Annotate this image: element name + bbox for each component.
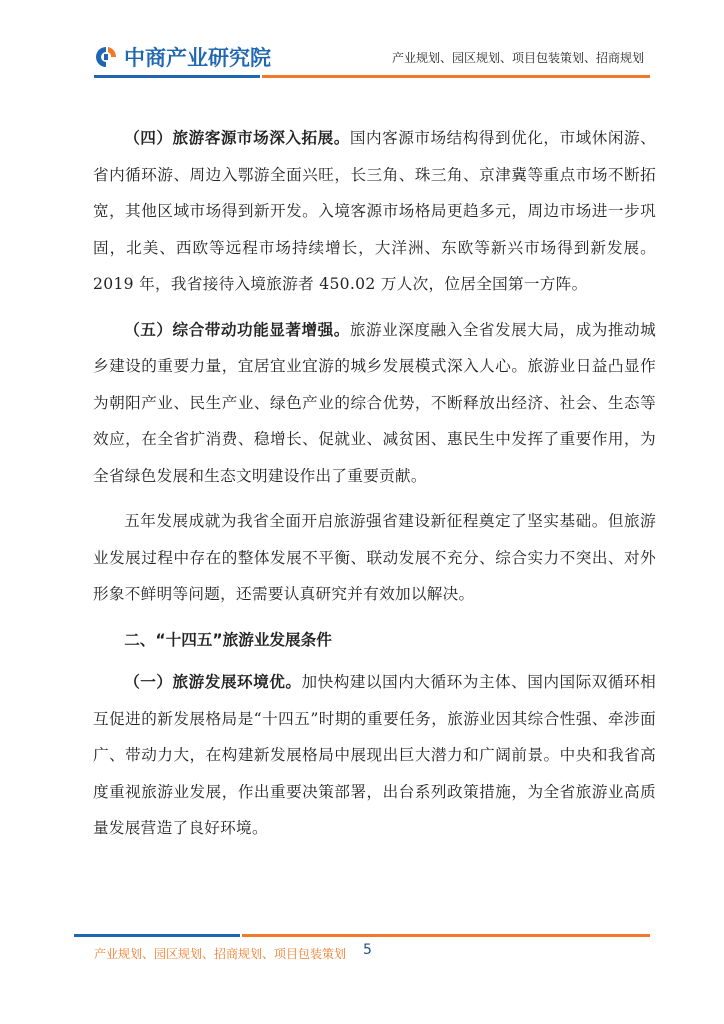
footer-tagline: 产业规划、园区规划、招商规划、项目包装策划: [94, 947, 347, 961]
header-tagline: 产业规划、园区规划、项目包装策划、招商规划: [391, 51, 644, 65]
paragraph-text: 五年发展成就为我省全面开启旅游强省建设新征程奠定了坚实基础。但旅游业发展过程中存在的整体发展不平衡、联动发展不充分、综合实力不突出、对外形象不鲜明等问题，还需要认真研究并有效加以解决。: [93, 512, 656, 603]
logo-icon: [94, 45, 118, 69]
paragraph-text: 旅游业深度融入全省发展大局，成为推动城乡建设的重要力量，宜居宜业宜游的城乡发展模式深入人心。旅游业日益凸显作为朝阳产业、民生产业、绿色产业的综合优势，不断释放出经济、社会、生态等效应，在全省扩消费、稳增长、促就业、减贫困、惠民生中发挥了重要作用，为全省绿色发展和生态文明建设作出了重要贡献。: [93, 320, 657, 485]
company-logo: [94, 42, 271, 72]
logo-text: 中商产业研究院: [124, 46, 271, 70]
paragraph-lead: （五）综合带动功能显著增强。: [124, 319, 350, 339]
paragraph-text: 加快构建以国内大循环为主体、国内国际双循环相互促进的新发展格局是“十四五”时期的重要任务，旅游业因其综合性强、牵涉面广、带动力大，在构建新发展格局中展现出巨大潜力和广阔前景。中央和我省高度重视旅游业发展，作出重要决策部署，出台系列政策措施，为全省旅游业高质量发展营造了良好环境。: [93, 673, 656, 837]
paragraph-comprehensive-function: [93, 312, 656, 495]
page-number: 5: [363, 942, 372, 958]
paragraph-five-year-summary: [93, 503, 656, 613]
footer-divider-blue: [74, 934, 240, 937]
section-heading: 二、“十四五”旅游业发展条件: [124, 630, 332, 649]
header-divider-orange: [262, 75, 650, 78]
paragraph-lead: （四）旅游客源市场深入拓展。: [124, 128, 350, 147]
paragraph-tourist-source-market: [93, 120, 656, 303]
paragraph-development-environment: [93, 664, 656, 847]
paragraph-text: 国内客源市场结构得到优化，市域休闲游、省内循环游、周边入鄂游全面兴旺，长三角、珠三角、京津冀等重点市场不断拓宽，其他区域市场得到新开发。入境客源市场格局更趋多元，周边市场进一步巩固，北美、西欧等远程市场持续增长，大洋洲、东欧等新兴市场得到新发展。2019 年，我省接待入境旅游者 450.02 万人次，位居全国第一方阵。: [93, 129, 657, 293]
footer-divider-orange: [242, 934, 650, 937]
document-body: [93, 120, 656, 856]
paragraph-lead: （一）旅游发展环境优。: [124, 672, 302, 691]
header-divider-blue: [94, 75, 260, 78]
